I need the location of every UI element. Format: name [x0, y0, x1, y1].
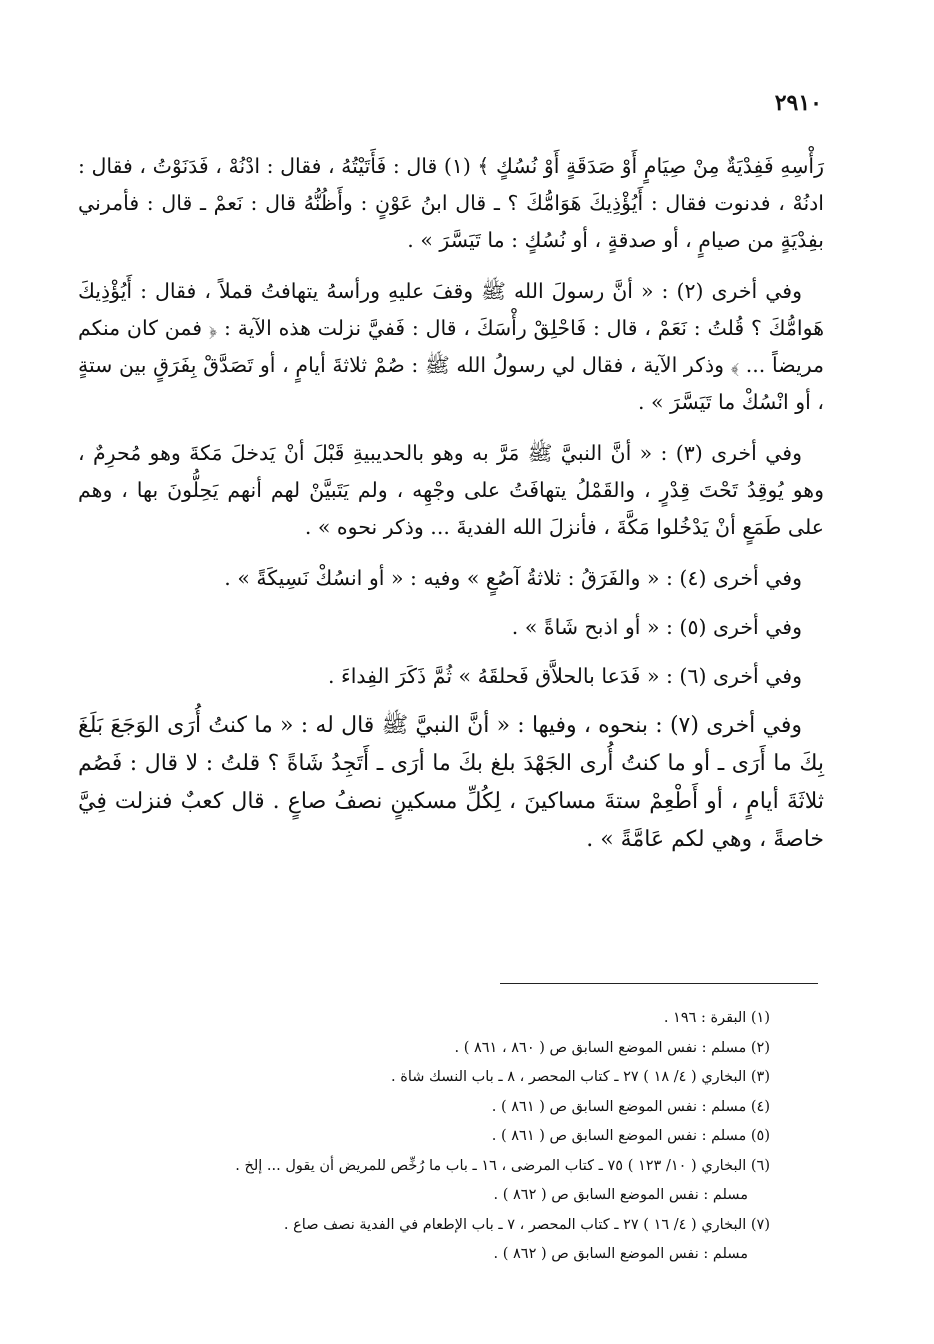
footnote-divider: [500, 983, 818, 984]
paragraph-variant-4: وفي أخرى (٤) : « والفَرَقُ : ثلاثةُ آصُعٍ » وفيه : « أو انسُكْ نَسِيكَةً » .: [224, 566, 802, 590]
footnotes: [130, 1004, 770, 1270]
paragraph-variant-3: وفي أخرى (٣) : « أنَّ النبيَّ ﷺ مَرَّ به وهو بالحديبيةِ قَبْلَ أنْ يَدخلَ مَكةَ وهو مُحرِمٌ ، وهو يُوقِدُ تَحْتَ قِدْرٍ ، والقَمْلُ يتهافَتُ على وجْهِه ، ولم يَتَبيَّنْ لهم أنهم يَحِلُّونَ بها ، وهم على طَمَعٍ أنْ يَدْخُلوا مَكَّةَ ، فأنزلَ الله الفديةَ ... وذكر نحوه » .: [78, 441, 824, 539]
footnote-2: (٢) مسلم : نفس الموضع السابق ص ( ٨٦٠ ، ٨٦١ ) .: [454, 1039, 770, 1056]
paragraph-variant-5: وفي أخرى (٥) : « أو اذبح شَاةً » .: [511, 615, 802, 639]
paragraph-variant-2: وفي أخرى (٢) : « أنَّ رسولَ الله ﷺ وقفَ عليهِ ورأسهُ يتهافتُ قملاً ، فقال : أَيُؤْذِيكَ هَوامُّكَ ؟ قُلتُ : نَعَمْ ، قال : فَاحْلِقْ رأْسَكَ ، قال : فَفيَّ نزلت هذه الآية : ﴿ فمن كان منكم مريضاً ... ﴾ وذكر الآية ، فقال لي رسولُ الله ﷺ : صُمْ ثلاثةَ أيامٍ ، أو تَصَدَّقْ بِفَرَقٍ بين ستةٍ ، أو انْسُكْ ما تَيَسَّرَ » .: [78, 279, 824, 414]
footnote-7: (٧) البخاري ( ٤/ ١٦ ) ٢٧ ـ كتاب المحصر ، ٧ ـ باب الإطعام في الفدية نصف صاع .: [283, 1216, 770, 1233]
footnote-7-continuation: مسلم : نفس الموضع السابق ص ( ٨٦٢ ) .: [493, 1246, 748, 1262]
footnote-4: (٤) مسلم : نفس الموضع السابق ص ( ٨٦١ ) .: [491, 1098, 770, 1115]
footnote-5: (٥) مسلم : نفس الموضع السابق ص ( ٨٦١ ) .: [491, 1128, 770, 1144]
footnote-1: (١) البقرة : ١٩٦ .: [663, 1010, 770, 1026]
footnote-6-continuation: مسلم : نفس الموضع السابق ص ( ٨٦٢ ) .: [493, 1187, 748, 1203]
paragraph-hadith-continuation: رَأْسِهِ فَفِدْيَةٌ مِنْ صِيَامٍ أَوْ صَدَقَةٍ أَوْ نُسُكٍ ﴾ (١) قال : فَأَتَيْتُهُ ، فقال : ادْنُهْ ، فَدَنَوْتُ ، فقال : ادنُهْ ، فدنوت فقال : أَيُؤْذِيكَ هَوَامُّكَ ؟ ـ قال ابنُ عَوْنٍ : وأَظُنُّهُ قال : نَعمْ ـ قال : فأمرني بفِدْيَةٍ من صيامٍ ، أو صدقةٍ ، أو نُسُكٍ : ما تَيَسَّرَ » .: [78, 154, 824, 252]
page-number: ٢٩١٠: [774, 90, 822, 116]
footnote-6: (٦) البخاري ( ١٠/ ١٢٣ ) ٧٥ ـ كتاب المرضى ، ١٦ ـ باب ما رُخِّص للمريض أن يقول ... إلخ .: [235, 1157, 770, 1174]
paragraph-variant-7: وفي أخرى (٧) : بنحوه ، وفيها : « أنَّ النبيَّ ﷺ قال له : « ما كنتُ أُرَى الوَجَعَ بَلَغَ بِكَ ما أَرَى ـ أو ما كنتُ أُرى الجَهْدَ بلغ بكَ ما أرَى ـ أَتَجِدُ شَاةً ؟ قلتُ : لا قال : فَصُم ثلاثَةَ أيامٍ ، أو أَطْعِمْ ستةَ مساكينَ ، لِكُلِّ مسكينٍ نصفُ صاعٍ . قال كعبٌ فنزلت فِيَّ خاصةً ، وهي لكم عَامَّةً » .: [78, 713, 824, 852]
main-text: [78, 148, 824, 873]
paragraph-variant-6: وفي أخرى (٦) : « فَدَعا بالحلاَّق فَحلقَهُ » ثُمَّ ذَكَرَ الفِداءَ .: [328, 664, 802, 688]
footnote-3: (٣) البخاري ( ٤/ ١٨ ) ٢٧ ـ كتاب المحصر ، ٨ ـ باب النسك شاة .: [391, 1069, 770, 1085]
